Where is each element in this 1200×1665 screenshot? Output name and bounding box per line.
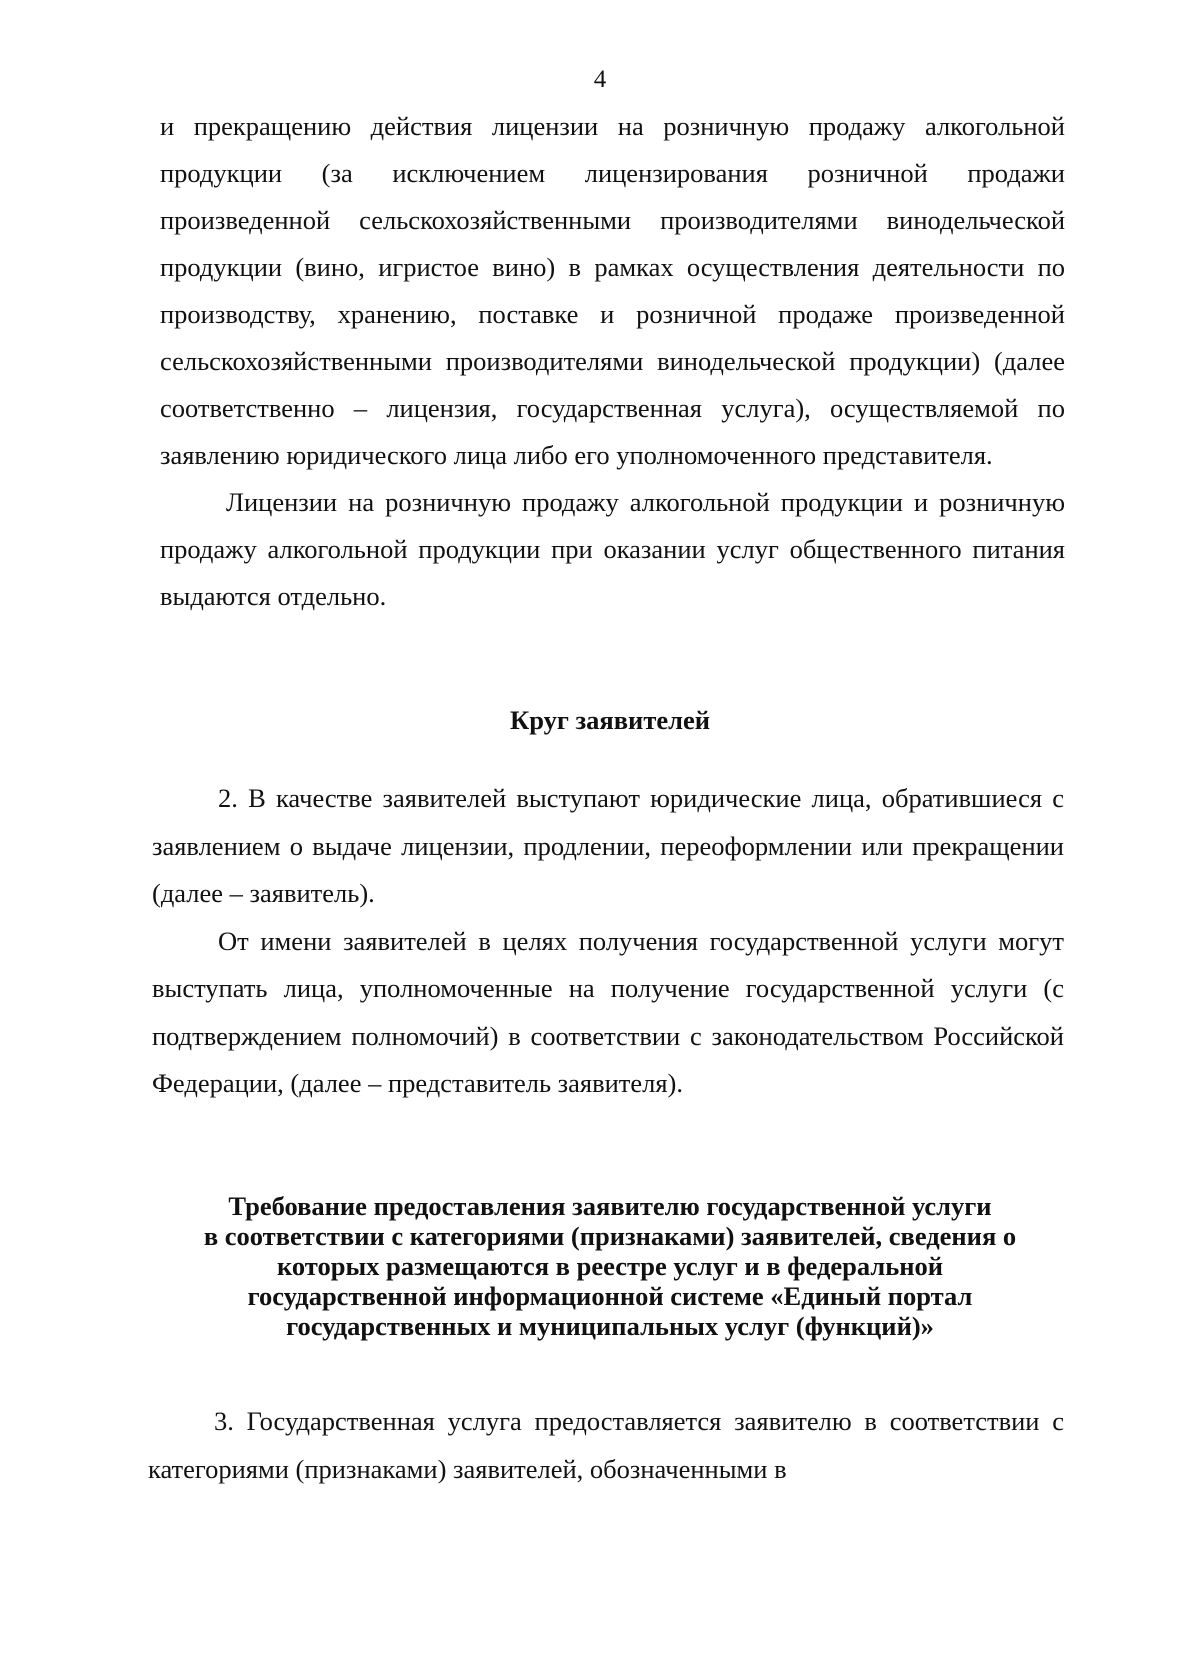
- intro-section: [160, 103, 1065, 620]
- requirement-section: [148, 1397, 1064, 1493]
- page-number: 4: [593, 66, 607, 93]
- heading-line: в соответствии с категориями (признаками) заявителей, сведения о: [203, 1221, 1017, 1251]
- paragraph: 3. Государственная услуга предоставляется заявителю в соответствии с категориями (признаками) заявителей, обозначенными в: [148, 1406, 1064, 1484]
- paragraph: и прекращению действия лицензии на розничную продажу алкогольной продукции (за исключением лицензирования розничной продажи произведенной сельскохозяйственными производителями винодельческой продукции (вино, игристое вино) в рамках осуществления деятельности по производству, хранению, поставке и розничной продаже произведенной сельскохозяйственными производителями винодельческой продукции) (далее соответственно – лицензия, государственная услуга), осуществляемой по заявлению юридического лица либо его уполномоченного представителя.: [160, 111, 1065, 470]
- applicants-section: [152, 775, 1064, 1108]
- heading-line: Требование предоставления заявителю государственной услуги: [228, 1191, 992, 1221]
- heading-line: государственной информационной системе «Единый портал: [247, 1281, 973, 1311]
- paragraph: От имени заявителей в целях получения государственной услуги могут выступать лица, уполномоченные на получение государственной услуги (с подтверждением полномочий) в соответствии с законодательством Российской Федерации, (далее – представитель заявителя).: [152, 925, 1064, 1098]
- section-heading-applicants: Круг заявителей: [509, 705, 710, 735]
- section-heading-requirement: [150, 1191, 1070, 1341]
- paragraph: Лицензии на розничную продажу алкогольной продукции и розничную продажу алкогольной продукции при оказании услуг общественного питания выдаются отдельно.: [160, 487, 1065, 611]
- heading-line: государственных и муниципальных услуг (функций)»: [286, 1311, 934, 1341]
- paragraph: 2. В качестве заявителей выступают юридические лица, обратившиеся с заявлением о выдаче лицензии, продлении, переоформлении или прекращении (далее – заявитель).: [152, 783, 1064, 908]
- heading-line: которых размещаются в реестре услуг и в федеральной: [276, 1251, 944, 1281]
